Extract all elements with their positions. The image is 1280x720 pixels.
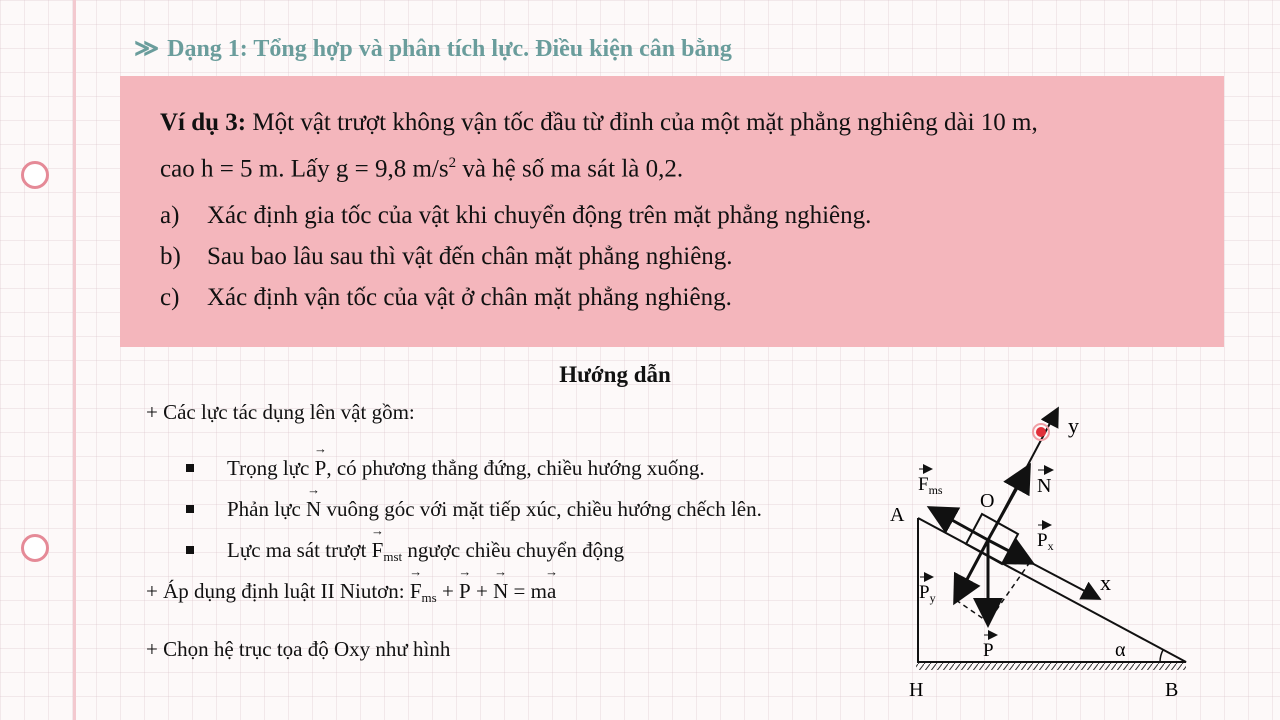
section-heading-text: Dạng 1: Tổng hợp và phân tích lực. Điều kiện cân bằng (167, 36, 732, 62)
py-vector (956, 540, 988, 600)
label-Py: $P_y$ (919, 582, 936, 605)
projection-line (988, 562, 1030, 622)
vector-symbol: → N (306, 497, 321, 522)
question-text: Xác định gia tốc của vật khi chuyển động trên mặt phẳng nghiêng. (207, 202, 872, 229)
example-label: Ví dụ 3: (160, 109, 247, 136)
friction-vector (932, 509, 988, 540)
chevron-icon: ≫ (134, 36, 160, 62)
forces-intro: + Các lực tác dụng lên vật gồm: (146, 400, 415, 424)
label-O: O (980, 490, 995, 512)
example-text: Một vật trượt không vận tốc đầu từ đỉnh của một mặt phẳng nghiêng dài 10 m, (246, 109, 1038, 136)
question-label: a) (160, 202, 180, 229)
label-Fms: $F_{ms}$ (918, 474, 943, 497)
cursor-dot (1036, 427, 1046, 437)
label-Px: $P_x$ (1037, 530, 1054, 553)
operator: + (436, 579, 460, 603)
ground-hatch (916, 662, 1186, 670)
label-P: P (983, 640, 994, 661)
bullet-text: vuông góc với mặt tiếp xúc, chiều hướng chếch lên. (321, 497, 762, 521)
label-y: y (1068, 413, 1079, 438)
label-N: N (1037, 475, 1052, 497)
label-x: x (1100, 570, 1111, 595)
angle-arc (1160, 650, 1163, 662)
vector-symbol: → F (372, 538, 384, 563)
example-text: và hệ số ma sát là 0,2. (456, 155, 684, 183)
label-H: H (909, 679, 924, 701)
bullet-text: , có phương thẳng đứng, chiều hướng xuống. (326, 456, 705, 480)
vector-symbol: → F (410, 579, 422, 604)
operator: + (470, 579, 494, 603)
vector-symbol: → N (493, 579, 508, 604)
newton-text: + Áp dụng định luật II Niutơn: (146, 579, 410, 603)
vector-symbol: → P (315, 456, 327, 481)
subscript: ms (421, 590, 437, 605)
question-label: c) (160, 284, 180, 311)
vector-symbol: → P (459, 579, 471, 604)
vector-symbol: → a (547, 579, 556, 604)
question-text: Sau bao lâu sau thì vật đến chân mặt phẳng nghiêng. (207, 243, 733, 270)
question-label: b) (160, 243, 181, 270)
label-alpha: α (1115, 639, 1126, 661)
superscript: 2 (448, 155, 457, 171)
label-B: B (1165, 679, 1179, 701)
subscript: mst (383, 549, 403, 564)
bullet-text: Trọng lực (227, 456, 315, 480)
bullet-text: Phản lực (227, 497, 307, 521)
block (966, 514, 1018, 564)
guide-title: Hướng dẫn (559, 362, 671, 387)
bullet-text: ngược chiều chuyển động (402, 538, 625, 562)
projection-line (956, 600, 988, 622)
question-text: Xác định vận tốc của vật ở chân mặt phẳng nghiêng. (207, 284, 732, 311)
axes-choice: + Chọn hệ trục tọa độ Oxy như hình (146, 637, 451, 661)
operator: = m (508, 579, 547, 603)
label-A: A (890, 504, 905, 526)
example-text: cao h = 5 m. Lấy g = 9,8 m/s (160, 155, 449, 183)
bullet-text: Lực ma sát trượt (227, 538, 372, 562)
